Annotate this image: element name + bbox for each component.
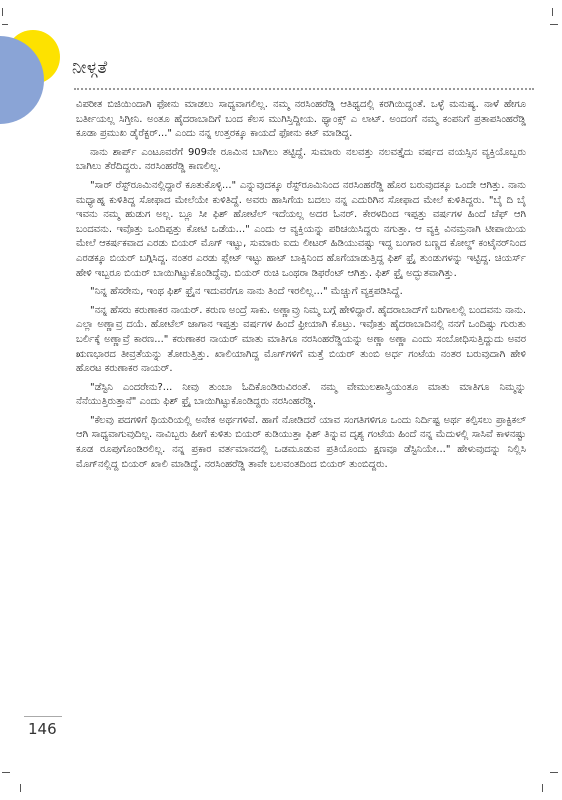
footer-rule <box>24 716 62 717</box>
crop-mark-bottom-left-v <box>20 784 21 792</box>
paragraph: "ನಿನ್ನ ಹೆಸರೇನು, ಇಂಥ ಫಿಶ್ ಫ್ರೈನ ಇದುವರೆಗೂ ನಾನು ತಿಂದೆ ಇರಲಿಲ್ಲ..." ಮೆಚ್ಚುಗೆ ವ್ಯಕ್ತಪಡಿಸಿದ್ದೆ. <box>90 286 403 298</box>
paragraph: ವಿಪರೀತ ಬಿಜಿಯಿಂದಾಗಿ ಫೋನು ಮಾಡಲು ಸಾಧ್ಯವಾಗಲಿಲ್ಲ. ನಮ್ಮ ನರಸಿಂಹರೆಡ್ಡಿ ಆತಿಥ್ಯದಲ್ಲಿ ಕರಗಿಯಿದ್ದಂತೆ. ಒಳ್ಳೆ ಮನುಷ್ಯ. ನಾಳೆ ಹೇಗೂ ಬರ್ತೀಯಲ್ಲ ಸಿಗ್ತೀನಿ. ಅಂತೂ ಹೈದರಾಬಾದಿಗೆ ಬಂದ ಕೆಲಸ ಮುಗಿಸ್ತಿದ್ದೀಯ. ಥ್ಯಾಂಕ್ಸ್ ಎ ಲಾಟ್. ಅಂದಂಗೆ ನಮ್ಮ ಕಂಪನಿಗೆ ಪ್ರತಾಪಸಿಂಹರೆಡ್ಡಿ ಕೂಡಾ ಪ್ರಮುಖ ಡೈರೆಕ್ಟರ್..." ಎಂದು ನನ್ನ ಉತ್ತರಕ್ಕೂ ಕಾಯದೆ ಫೋನು ಕಟ್ ಮಾಡಿದ್ದ. <box>76 99 526 140</box>
crop-mark-bottom-left <box>2 772 10 773</box>
crop-mark-top-left-h <box>2 24 8 25</box>
crop-mark-top-right <box>552 8 553 16</box>
paragraph: "ಸಾರ್ ರೆಸ್ಟ್‌ರೂಮಿನಲ್ಲಿದ್ದಾರೆ ಕೂತುಕೊಳ್ಳಿ..." ಎನ್ನುವುದಕ್ಕೂ ರೆಸ್ಟ್‌ರೂಮಿನಿಂದ ನರಸಿಂಹರೆಡ್ಡಿ ಹೊರ ಬರುವುದಕ್ಕೂ ಒಂದೇ ಆಗಿತ್ತು. ನಾನು ಮಧ್ಯಾಹ್ನ ಕುಳಿತಿದ್ದ ಸೋಫಾದ ಮೇಲೆಯೇ ಕುಳಿತಿದ್ದೆ. ಅವರು ಹಾಸಿಗೆಯ ಬದಲು ನನ್ನ ಎದುರಿಗಿನ ಸೋಫಾದ ಮೇಲೆ ಕುಳಿತಿದ್ದರು. "ಬೈ ದಿ ಬೈ ಇವನು ನಮ್ಮ ಹುಡುಗ ಅಲ್ಲ. ಬ್ಲೂ ಸೀ ಫಿಶ್ ಹೋಟೆಲ್ ಇದೆಯಲ್ಲ ಅದರ ಓನರ್. ಕೇರಳದಿಂದ ಇಪ್ಪತ್ತು ವರ್ಷಗಳ ಹಿಂದೆ ಚೆಫ್ ಆಗಿ ಬಂದವನು. ಇವೊತ್ತು ಒಂದಿಪ್ಪತ್ತು ಕೋಟಿ ಒಡೆಯ..." ಎಂದು ಆ ವ್ಯಕ್ತಿಯನ್ನು ಪರಿಚಯಿಸಿದ್ದರು ನಗುತ್ತಾ. ಆ ವ್ಯಕ್ತಿ ವಿನಮ್ರನಾಗಿ ಟೀಪಾಯಿಯ ಮೇಲೆ ಆಕರ್ಷಕವಾದ ಎರಡು ಬಿಯರ್ ಮೊಗ್ ಇಟ್ಟು, ಸುಮಾರು ಐದು ಲೀಟರ್ ಹಿಡಿಯುವಷ್ಟು ಇದ್ದ ಬಂಗಾರ ಬಣ್ಣದ ಕೋಲ್ಡ್ ಕಂಟೈನರ್‌ನಿಂದ ಎರಡಕ್ಕೂ ಬಿಯರ್ ಬಗ್ಗಿಸಿದ್ದ. ನಂತರ ಎರಡು ಪ್ಲೇಟ್ ಇಟ್ಟು ಹಾಟ್ ಬಾಕ್ಸಿನಿಂದ ಹೊಗೆಯಾಡುತ್ತಿದ್ದ ಫಿಶ್ ಫ್ರೈ ತುಂಡುಗಳನ್ನು ಇಟ್ಟಿದ್ದ. ಚಿಯರ್ಸ್ ಹೇಳಿ ಇಬ್ಬರೂ ಬಿಯರ್ ಬಾಯಿಗಿಟ್ಟುಕೊಂಡಿದ್ದೆವು. ಬಿಯರ್ ರುಚಿ ಒಂಥರಾ ಡಿಫರೆಂಟ್ ಆಗಿತ್ತು. ಫಿಶ್ ಫ್ರೈ ಅದ್ಭುತವಾಗಿತ್ತು. <box>76 179 526 279</box>
paragraph: "ಡೆಸ್ಟಿನಿ ಎಂದರೇನು?... ನೀವು ತುಂಬಾ ಓದಿಕೊಂಡಿರುವಿರಂತೆ. ನಮ್ಮ ವೇಮುಲಶಾಸ್ತ್ರಿಯಂತೂ ಮಾತು ಮಾತಿಗೂ ನಿಮ್ಮನ್ನು ನೆನೆಯುತ್ತಿರುತ್ತಾನೆ" ಎಂದು ಫಿಶ್ ಫ್ರೈ ಬಾಯಿಗಿಟ್ಟುಕೊಂಡಿದ್ದರು ನರಸಿಂಹರೆಡ್ಡಿ. <box>76 381 526 408</box>
paragraph: "ಕೆಲವು ಪದಗಳಿಗೆ ಥಿಯರಿಯಲ್ಲಿ ಅನೇಕ ಅರ್ಥಗಳಿವೆ. ಹಾಗೆ ನೋಡಿದರೆ ಯಾವ ಸಂಗತಿಗಳಿಗೂ ಒಂದು ನಿರ್ದಿಷ್ಟ ಅರ್ಥ ಕಲ್ಪಿಸಲು ಪ್ರಾಕ್ಟಿಕಲ್ ಆಗಿ ಸಾಧ್ಯವಾಗುವುದಿಲ್ಲ. ನಾವಿಬ್ಬರು ಹೀಗೆ ಕುಳಿತು ಬಿಯರ್ ಕುಡಿಯುತ್ತಾ ಫಿಶ್ ತಿನ್ನುವ ದೃಶ್ಯ ಗಂಟೆಯ ಹಿಂದೆ ನನ್ನ ಮೆದುಳಲ್ಲಿ ಸಾಸಿವೆ ಕಾಳನಷ್ಟು ಕೂಡ ರೂಪುಗೊಂಡಿರಲಿಲ್ಲ. ನನ್ನ ಪ್ರಕಾರ ವರ್ತಮಾನದಲ್ಲಿ ಒಡಮೂಡುವ ಪ್ರತಿಯೊಂದು ಕ್ಷಣವೂ ಡೆಸ್ಟಿನಿಯೇ..." ಹೇಳುವುದನ್ನು ನಿಲ್ಲಿಸಿ ಮೊಗ್‌ನಲ್ಲಿದ್ದ ಬಿಯರ್ ಖಾಲಿ ಮಾಡಿದ್ದೆ. ನರಸಿಂಹರೆಡ್ಡಿ ತಾವೇ ಬಲವಂತದಿಂದ ಬಿಯರ್ ತುಂಬಿದ್ದರು. <box>76 414 526 470</box>
page-number: 146 <box>28 720 57 738</box>
paragraph: "ನನ್ನ ಹೆಸರು ಕರುಣಾಕರ ನಾಯರ್. ಕರುಣ ಅಂದ್ರೆ ಸಾಕು. ಅಣ್ಣಾವ್ರು ನಿಮ್ಮ ಬಗ್ಗೆ ಹೇಳಿದ್ದಾರೆ. ಹೈದರಾಬಾದ್‌ಗೆ ಬರಿಗಾಲಲ್ಲಿ ಬಂದವನು ನಾನು. ಎಲ್ಲಾ ಅಣ್ಣಾವ್ರ ದಯೆ. ಹೋಟೆಲ್ ಜಾಗಾನ ಇಪ್ಪತ್ತು ವರ್ಷಗಳ ಹಿಂದೆ ಫ್ರೀಯಾಗಿ ಕೊಟ್ರು. ಇವೊತ್ತು ಹೈದರಾಬಾದಿನಲ್ಲಿ ನನಗೆ ಒಂದಿಷ್ಟು ಗುರುತು ಬರ್ಲಿಕ್ಕೆ ಅಣ್ಣಾವ್ರೆ ಕಾರಣ..." ಕರುಣಾಕರ ನಾಯರ್ ಮಾತು ಮಾತಿಗೂ ನರಸಿಂಹರೆಡ್ಡಿಯನ್ನು ಅಣ್ಣಾ ಅಣ್ಣಾ ಎಂದು ಸಂಬೋಧಿಸುತ್ತಿದ್ದುದು ಅವರ ಋಣಭಾರದ ತೀವ್ರತೆಯನ್ನು ತೋರುತ್ತಿತ್ತು. ಖಾಲಿಯಾಗಿದ್ದ ಮೊಗ್‌ಗಳಿಗೆ ಮತ್ತೆ ಬಿಯರ್ ತುಂಬಿ ಅರ್ಧ ಗಂಟೆಯ ನಂತರ ಬರುವುದಾಗಿ ಹೇಳಿ ಹೊರಟ ಕರುಣಾಕರ ನಾಯರ್. <box>76 304 526 375</box>
crop-mark-bottom-right <box>550 772 558 773</box>
crop-mark-top-left <box>2 8 3 16</box>
story-body <box>76 98 526 476</box>
crop-mark-top-right-h <box>550 24 558 25</box>
header-dotted-rule <box>74 88 534 90</box>
crop-mark-bottom-right-v <box>542 784 543 792</box>
paragraph: ನಾನು ಶಾರ್ಪ್ ಎಂಟೂವರೆಗೆ 909ನೇ ರೂಮಿನ ಬಾಗಿಲು ತಟ್ಟಿದ್ದೆ. ಸುಮಾರು ನಲವತ್ತು ನಲವತ್ತೈದು ವರ್ಷದ ವಯಸ್ಸಿನ ವ್ಯಕ್ತಿಯೊಬ್ಬರು ಬಾಗಿಲು ತೆರೆದಿದ್ದರು. ನರಸಿಂಹರೆಡ್ಡಿ ಕಾಣಲಿಲ್ಲ. <box>76 146 526 173</box>
section-title: ನೀಳ್ಗತೆ <box>72 58 108 78</box>
